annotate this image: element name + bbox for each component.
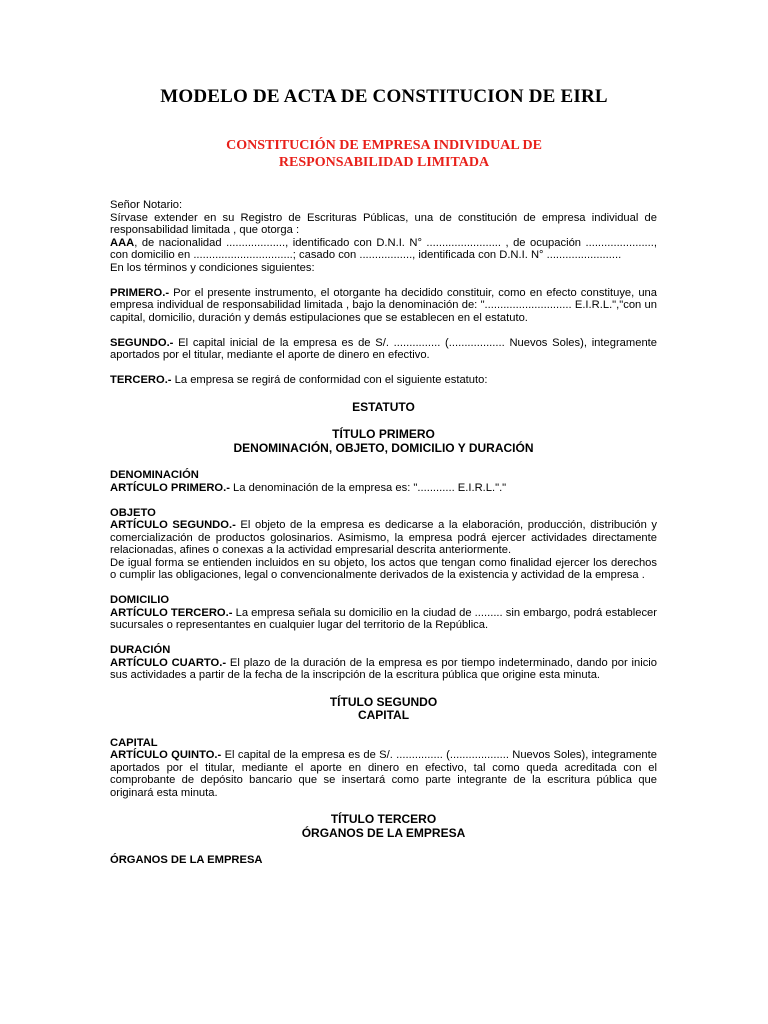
- document-body: [110, 199, 657, 867]
- articulo-primero-text: La denominación de la empresa es: "............ E.I.R.L.".": [229, 481, 507, 494]
- titulo-primero-line-1: TÍTULO PRIMERO: [332, 427, 435, 441]
- titulo-tercero-line-1: TÍTULO TERCERO: [330, 812, 437, 826]
- request-paragraph: Sírvase extender en su Registro de Escrituras Públicas, una de constitución de empresa individual de responsabilidad limitada , que otorga :: [110, 211, 657, 236]
- articulo-cuarto-label: ARTÍCULO CUARTO.-: [110, 656, 227, 669]
- party-details: , de nacionalidad ..................., identificado con D.N.I. N° ........................ , de ocupación ......................, con domicilio en ................................; casado con ................., identificada con D.N.I. N° ........................: [110, 236, 657, 261]
- clause-primero-text: Por el presente instrumento, el otorgante ha decidido constituir, como en efecto constituye, una empresa individual de responsabilidad limitada , bajo la denominación de: "............................ E.I.R.L.","con un capital, domicilio, duración y demás estipulaciones que se establecen en el estatuto.: [110, 286, 657, 324]
- party-paragraph: [110, 237, 657, 262]
- titulo-segundo-line-2: CAPITAL: [357, 708, 410, 722]
- articulo-cuarto-text: El plazo de la duración de la empresa es por tiempo indeterminado, dando por inicio sus actividades a partir de la fecha de la inscripción de la escritura pública que origine esta minuta.: [110, 656, 658, 681]
- articulo-quinto-text: El capital de la empresa es de S/. ............... (................... Nuevos Soles), integramente aportados por el titular, mediante el aporte en dinero en efectivo, tal como queda acreditada con el comprobante de depósito bancario que se insertará como parte integrante de la escritura pública que originará esta minuta.: [110, 749, 657, 799]
- subtitle-line-1: CONSTITUCIÓN DE EMPRESA INDIVIDUAL DE: [226, 138, 542, 153]
- articulo-primero: [110, 482, 657, 495]
- estatuto-heading: ESTATUTO: [352, 399, 415, 414]
- articulo-segundo-label: ARTÍCULO SEGUNDO.-: [110, 519, 236, 531]
- document-title: MODELO DE ACTA DE CONSTITUCION DE EIRL: [160, 86, 608, 107]
- capital-heading: CAPITAL: [110, 736, 158, 749]
- subtitle-line-2: RESPONSABILIDAD LIMITADA: [278, 155, 490, 170]
- articulo-quinto: [110, 749, 657, 799]
- clause-tercero-label: TERCERO.-: [110, 374, 172, 386]
- party-name: AAA: [110, 236, 135, 249]
- clause-tercero: [110, 374, 657, 387]
- titulo-tercero-line-2: ÓRGANOS DE LA EMPRESA: [301, 825, 466, 840]
- titulo-segundo-line-1: TÍTULO SEGUNDO: [329, 694, 438, 709]
- clause-tercero-text: La empresa se regirá de conformidad con el siguiente estatuto:: [171, 374, 488, 386]
- clause-segundo-text: El capital inicial de la empresa es de S/. ............... (.................. Nuevos Soles), integramente aportados por el titular, mediante el aporte de dinero en efectivo.: [110, 336, 657, 361]
- organos-heading: ÓRGANOS DE LA EMPRESA: [110, 854, 263, 866]
- objeto-heading: OBJETO: [110, 506, 156, 519]
- domicilio-heading: DOMICILIO: [110, 594, 170, 606]
- articulo-segundo-continued: De igual forma se entienden incluidos en su objeto, los actos que tengan como finalidad ejercer los derechos o cumplir las obligaciones, legal o convencionalmente derivados de la existencia y actividad de la empresa .: [110, 556, 657, 581]
- articulo-segundo: [110, 519, 657, 557]
- articulo-tercero-label: ARTÍCULO TERCERO.-: [110, 606, 233, 619]
- terms-line: En los términos y condiciones siguientes:: [110, 261, 315, 274]
- articulo-primero-label: ARTÍCULO PRIMERO.-: [110, 481, 230, 494]
- articulo-tercero-text: La empresa señala su domicilio en la ciudad de ......... sin embargo, podrá establecer sucursales o representantes en cualquier lugar del territorio de la República.: [110, 606, 657, 631]
- document-subtitle: [0, 137, 768, 171]
- articulo-segundo-text: El objeto de la empresa es dedicarse a la elaboración, producción, distribución y comercialización de productos golosinarios. Asimismo, la empresa podrá ejercer actividades directamente relacionadas, afines o conexas a la actividad empresarial descrita anteriormente.: [110, 519, 657, 556]
- clause-primero-label: PRIMERO.-: [110, 286, 170, 299]
- salutation: Señor Notario:: [110, 199, 183, 211]
- denominacion-heading: DENOMINACIÓN: [110, 469, 199, 481]
- clause-primero: [110, 287, 657, 325]
- articulo-quinto-label: ARTÍCULO QUINTO.-: [110, 749, 222, 761]
- articulo-tercero: [110, 607, 657, 632]
- articulo-cuarto: [110, 657, 657, 682]
- clause-segundo: [110, 337, 657, 362]
- duracion-heading: DURACIÓN: [110, 644, 171, 656]
- clause-segundo-label: SEGUNDO.-: [110, 336, 174, 349]
- titulo-primero-line-2: DENOMINACIÓN, OBJETO, DOMICILIO Y DURACIÓN: [233, 440, 534, 455]
